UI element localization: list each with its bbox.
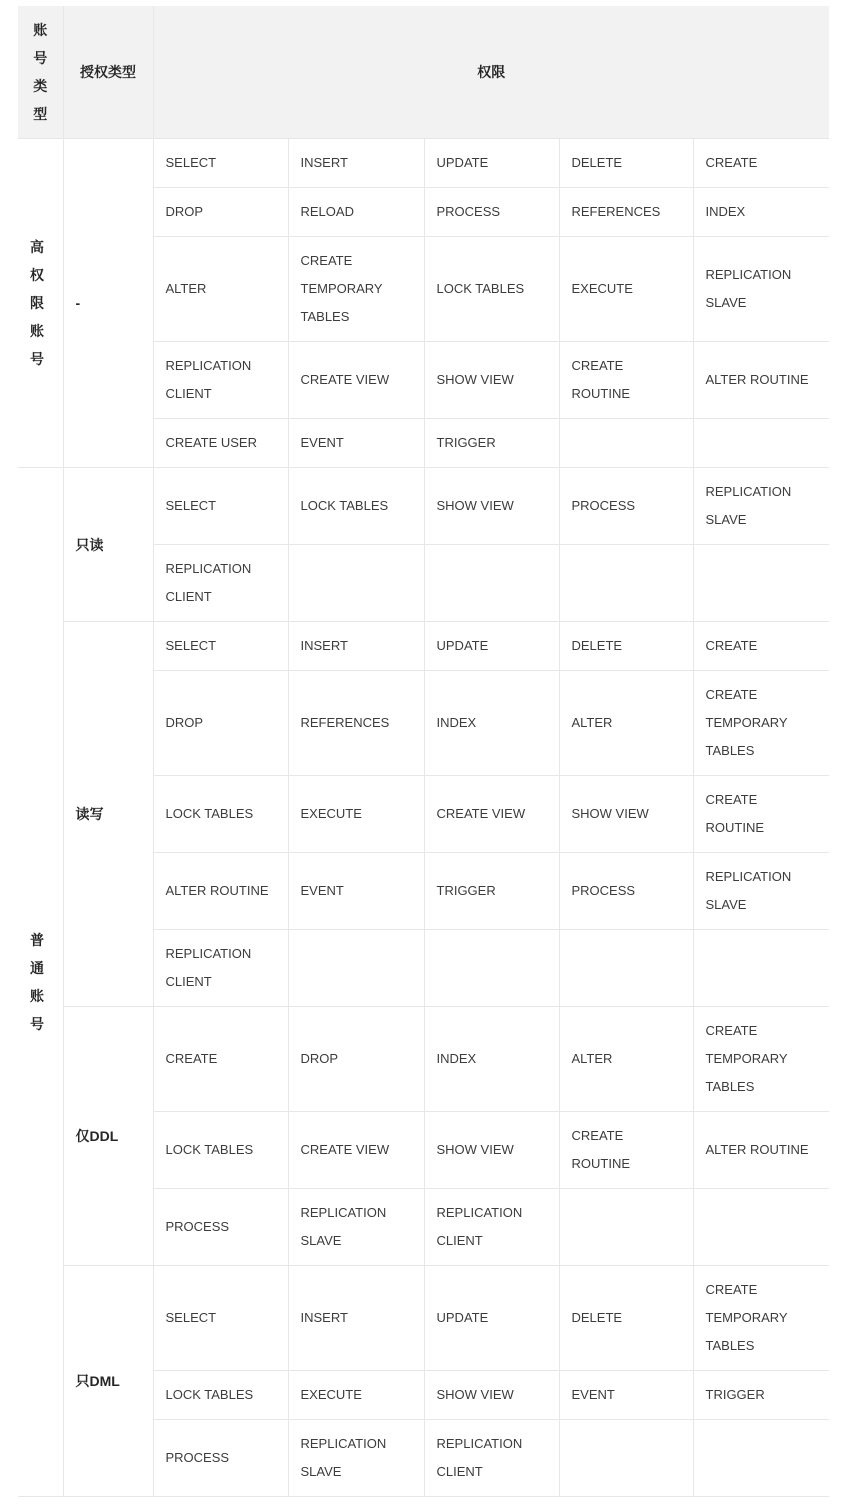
privilege-cell: ALTER [559,1007,693,1112]
privilege-cell: DELETE [559,1266,693,1371]
privilege-cell: REFERENCES [559,188,693,237]
privilege-cell: INSERT [288,139,424,188]
privilege-cell: SHOW VIEW [559,776,693,853]
privilege-cell: ALTER ROUTINE [693,1112,829,1189]
grant-type-cell: 仅DDL [63,1007,153,1266]
privilege-cell: DROP [153,188,288,237]
privilege-cell: CREATE TEMPORARY TABLES [693,1266,829,1371]
privilege-cell: REPLICATION SLAVE [288,1189,424,1266]
privilege-cell: CREATE VIEW [424,776,559,853]
privilege-cell: CREATE [693,622,829,671]
privilege-cell: REPLICATION CLIENT [153,930,288,1007]
account-type-cell: 高权限账号 [18,139,63,468]
privilege-cell: PROCESS [559,468,693,545]
privilege-cell: PROCESS [153,1420,288,1497]
privilege-cell: SELECT [153,622,288,671]
privilege-cell: SHOW VIEW [424,468,559,545]
privilege-cell: INDEX [693,188,829,237]
privilege-cell: UPDATE [424,1266,559,1371]
privilege-cell: PROCESS [424,188,559,237]
privilege-cell: DROP [288,1007,424,1112]
privilege-cell: SHOW VIEW [424,1112,559,1189]
privilege-cell-empty [559,930,693,1007]
privilege-cell: INSERT [288,1266,424,1371]
privilege-cell: ALTER ROUTINE [153,853,288,930]
privilege-cell: LOCK TABLES [153,1112,288,1189]
privilege-cell: DROP [153,671,288,776]
table-row [18,1007,829,1112]
grant-type-cell: 只DML [63,1266,153,1497]
privilege-cell: ALTER ROUTINE [693,342,829,419]
privilege-cell: ALTER [153,237,288,342]
privilege-cell: CREATE ROUTINE [559,342,693,419]
account-privileges-table [18,6,829,1497]
privilege-cell: CREATE USER [153,419,288,468]
privilege-cell: UPDATE [424,139,559,188]
privilege-cell: REPLICATION SLAVE [288,1420,424,1497]
privilege-cell-empty [288,545,424,622]
privilege-cell-empty [693,1420,829,1497]
privilege-cell: REPLICATION SLAVE [693,853,829,930]
grant-type-cell: - [63,139,153,468]
privilege-cell-empty [693,1189,829,1266]
privilege-cell-empty [424,545,559,622]
privilege-cell-empty [693,545,829,622]
privilege-cell: CREATE TEMPORARY TABLES [693,1007,829,1112]
privilege-cell: REPLICATION CLIENT [424,1189,559,1266]
privilege-cell-empty [693,930,829,1007]
privilege-cell: SHOW VIEW [424,1371,559,1420]
privilege-cell: CREATE TEMPORARY TABLES [288,237,424,342]
privilege-cell-empty [693,419,829,468]
privilege-cell: TRIGGER [693,1371,829,1420]
privilege-cell: CREATE VIEW [288,342,424,419]
privilege-cell: LOCK TABLES [153,776,288,853]
privilege-cell: LOCK TABLES [153,1371,288,1420]
table-header-row [18,6,829,139]
privilege-cell: REPLICATION CLIENT [424,1420,559,1497]
privilege-cell: EXECUTE [288,776,424,853]
privilege-cell: SELECT [153,139,288,188]
privilege-cell-empty [424,930,559,1007]
privilege-cell: LOCK TABLES [424,237,559,342]
privilege-cell: SHOW VIEW [424,342,559,419]
privilege-cell: REPLICATION SLAVE [693,237,829,342]
privilege-cell-empty [559,545,693,622]
privilege-cell: EVENT [288,419,424,468]
privilege-cell: TRIGGER [424,419,559,468]
grant-type-column-header: 授权类型 [63,6,153,139]
privilege-cell: EVENT [288,853,424,930]
privilege-cell: CREATE VIEW [288,1112,424,1189]
privilege-cell: DELETE [559,139,693,188]
privilege-cell: CREATE ROUTINE [559,1112,693,1189]
table-row [18,622,829,671]
privilege-cell-empty [559,419,693,468]
privilege-cell: REFERENCES [288,671,424,776]
privilege-cell: CREATE ROUTINE [693,776,829,853]
privilege-cell: LOCK TABLES [288,468,424,545]
privilege-cell: CREATE [153,1007,288,1112]
table-row [18,139,829,188]
privilege-cell: DELETE [559,622,693,671]
privilege-cell: SELECT [153,468,288,545]
privilege-cell-empty [559,1189,693,1266]
privilege-cell: EVENT [559,1371,693,1420]
privilege-cell: REPLICATION CLIENT [153,545,288,622]
privilege-cell: EXECUTE [559,237,693,342]
privilege-cell: INDEX [424,671,559,776]
privilege-cell: PROCESS [559,853,693,930]
privilege-cell: UPDATE [424,622,559,671]
privilege-cell: INSERT [288,622,424,671]
table-row [18,468,829,545]
table-row [18,1266,829,1371]
privilege-cell-empty [559,1420,693,1497]
privilege-cell-empty [288,930,424,1007]
privilege-cell: ALTER [559,671,693,776]
account-type-cell: 普通账号 [18,468,63,1497]
grant-type-cell: 读写 [63,622,153,1007]
privilege-cell: EXECUTE [288,1371,424,1420]
privilege-cell: TRIGGER [424,853,559,930]
privilege-cell: CREATE TEMPORARY TABLES [693,671,829,776]
account-type-column-header: 账号类型 [18,6,63,139]
privilege-cell: CREATE [693,139,829,188]
privilege-cell: PROCESS [153,1189,288,1266]
privileges-column-header: 权限 [153,6,829,139]
privilege-cell: SELECT [153,1266,288,1371]
privilege-cell: RELOAD [288,188,424,237]
privilege-cell: REPLICATION SLAVE [693,468,829,545]
privilege-cell: INDEX [424,1007,559,1112]
privilege-cell: REPLICATION CLIENT [153,342,288,419]
grant-type-cell: 只读 [63,468,153,622]
